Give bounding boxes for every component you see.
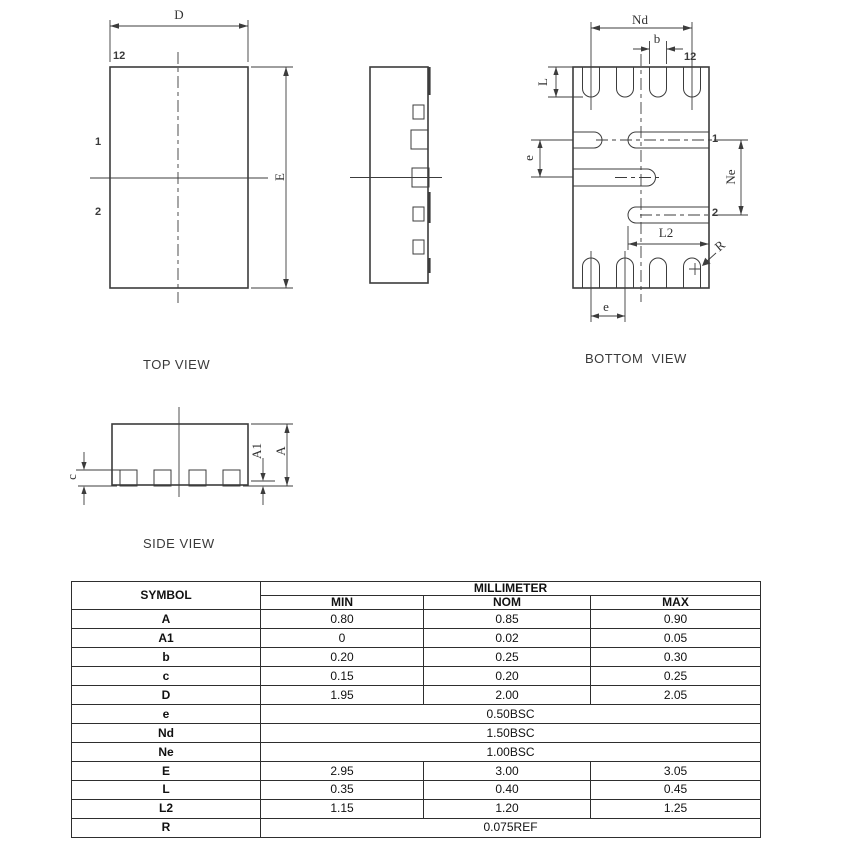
dim-label-Ne: Ne — [723, 169, 738, 185]
symbol-cell: A1 — [72, 629, 261, 648]
nom-cell: 3.00 — [424, 762, 591, 781]
max-cell: 0.45 — [591, 781, 761, 800]
max-cell: 0.30 — [591, 648, 761, 667]
symbol-cell: L — [72, 781, 261, 800]
symbol-cell: A — [72, 610, 261, 629]
symbol-cell: L2 — [72, 800, 261, 819]
min-cell: 2.95 — [261, 762, 424, 781]
package-outline-profile — [370, 67, 428, 283]
dim-label-D: D — [174, 7, 184, 22]
table-row — [72, 648, 761, 667]
pin-label-1-top: 1 — [95, 136, 102, 148]
table-header-row — [72, 582, 761, 596]
symbol-header: SYMBOL — [72, 582, 261, 610]
pin-label-2-bottom: 2 — [712, 207, 719, 219]
front-profile-drawing — [350, 67, 442, 283]
table-row — [72, 743, 761, 762]
min-cell: 0.35 — [261, 781, 424, 800]
nom-cell: 0.25 — [424, 648, 591, 667]
dim-label-L: L — [535, 78, 550, 86]
table-row — [72, 629, 761, 648]
side-pad — [413, 105, 424, 119]
max-cell: 1.25 — [591, 800, 761, 819]
dim-label-L2: L2 — [658, 225, 674, 240]
symbol-cell: Nd — [72, 724, 261, 743]
symbol-cell: b — [72, 648, 261, 667]
min-cell: 0.80 — [261, 610, 424, 629]
package-outline-top — [110, 67, 248, 288]
min-cell: 0.20 — [261, 648, 424, 667]
table-row — [72, 705, 761, 724]
table-row — [72, 781, 761, 800]
top-edge-pads — [583, 67, 701, 97]
side-pad — [413, 207, 424, 221]
table-row — [72, 724, 761, 743]
symbol-cell: c — [72, 667, 261, 686]
nom-cell: 2.00 — [424, 686, 591, 705]
side-pad — [411, 130, 428, 149]
max-cell: 0.05 — [591, 629, 761, 648]
pin-label-12-bottom: 12 — [684, 51, 697, 63]
dim-label-A: A — [273, 446, 288, 456]
bottom-edge-pads — [583, 258, 701, 288]
nom-header: NOM — [424, 596, 591, 610]
pin-label-12-top: 12 — [113, 50, 126, 62]
table-row — [72, 762, 761, 781]
max-cell: 0.25 — [591, 667, 761, 686]
max-cell: 2.05 — [591, 686, 761, 705]
nom-cell: 0.40 — [424, 781, 591, 800]
min-cell: 1.15 — [261, 800, 424, 819]
pin-label-1-bottom: 1 — [712, 133, 719, 145]
symbol-cell: E — [72, 762, 261, 781]
bottom-view-title: BOTTOM VIEW — [585, 351, 687, 366]
table-row — [72, 819, 761, 838]
nom-cell: 0.20 — [424, 667, 591, 686]
dim-label-Nd: Nd — [632, 12, 648, 27]
side-view-title: SIDE VIEW — [143, 536, 215, 551]
min-cell: 1.95 — [261, 686, 424, 705]
symbol-cell: Ne — [72, 743, 261, 762]
side-pad — [413, 240, 424, 254]
symbol-cell: e — [72, 705, 261, 724]
top-view-title: TOP VIEW — [143, 357, 211, 372]
dim-label-R: R — [711, 237, 728, 255]
dim-label-e-left: e — [521, 155, 536, 161]
bottom-view-drawing — [531, 22, 748, 322]
pin-label-2-top: 2 — [95, 206, 102, 218]
nom-cell: 0.02 — [424, 629, 591, 648]
dim-label-e-bottom: e — [603, 299, 609, 314]
span-cell: 1.50BSC — [261, 724, 761, 743]
dim-label-b: b — [653, 31, 661, 46]
bottom-pads-side — [120, 470, 240, 486]
dim-label-c: c — [64, 474, 79, 480]
dimension-table — [71, 581, 761, 838]
max-cell: 3.05 — [591, 762, 761, 781]
package-outline-side — [112, 424, 248, 485]
nom-cell: 0.85 — [424, 610, 591, 629]
table-row — [72, 686, 761, 705]
min-cell: 0.15 — [261, 667, 424, 686]
nom-cell: 1.20 — [424, 800, 591, 819]
symbol-cell: R — [72, 819, 261, 838]
span-cell: 0.075REF — [261, 819, 761, 838]
min-header: MIN — [261, 596, 424, 610]
dim-label-A1: A1 — [249, 443, 264, 459]
span-cell: 1.00BSC — [261, 743, 761, 762]
table-row — [72, 800, 761, 819]
span-cell: 0.50BSC — [261, 705, 761, 724]
max-cell: 0.90 — [591, 610, 761, 629]
dim-label-E: E — [272, 173, 287, 181]
top-view-drawing — [90, 20, 293, 303]
unit-header: MILLIMETER — [261, 582, 761, 596]
table-row — [72, 610, 761, 629]
table-row — [72, 667, 761, 686]
symbol-cell: D — [72, 686, 261, 705]
min-cell: 0 — [261, 629, 424, 648]
max-header: MAX — [591, 596, 761, 610]
